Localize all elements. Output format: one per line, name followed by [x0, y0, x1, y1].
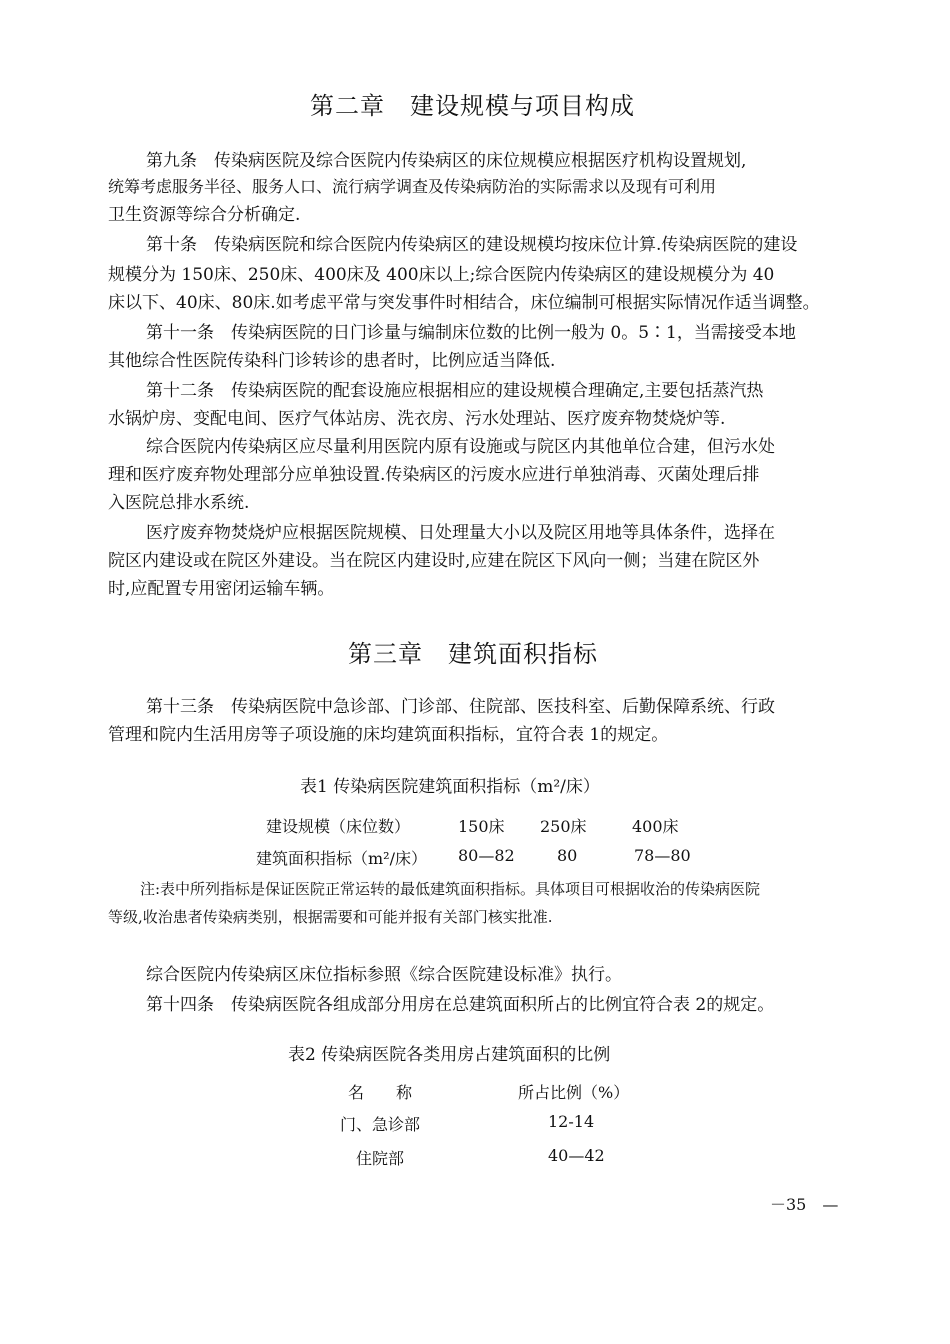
- article-9-line-3: 卫生资源等综合分析确定.: [108, 205, 301, 225]
- page-number: －35 —: [770, 1195, 839, 1214]
- sewage-paragraph-line-3: 入医院总排水系统.: [108, 493, 250, 513]
- article-10-line-2: 规模分为 150床、250床、400床及 400床以上;综合医院内传染病区的建设规模分为 40: [108, 265, 775, 285]
- reference-paragraph: 综合医院内传染病区床位指标参照《综合医院建设标准》执行。: [146, 965, 622, 985]
- article-10-line-3: 床以下、40床、80床.如考虑平常与突发事件时相结合，床位编制可根据实际情况作适当调整。: [108, 293, 820, 313]
- article-12-line-1: 第十二条 传染病医院的配套设施应根据相应的建设规模合理确定,主要包括蒸汽热: [146, 381, 764, 401]
- table-2-row-1-ratio: 12-14: [548, 1112, 595, 1131]
- table-2-row-2-name: 住院部: [356, 1149, 405, 1168]
- incinerator-paragraph-line-2: 院区内建设或在院区外建设。当在院区内建设时,应建在院区下风向一侧；当建在院区外: [108, 551, 760, 571]
- article-13-line-2: 管理和院内生活用房等子项设施的床均建筑面积指标，宜符合表 1的规定。: [108, 725, 669, 745]
- incinerator-paragraph-line-3: 时,应配置专用密闭运输车辆。: [108, 579, 335, 599]
- article-12-line-2: 水锅炉房、变配电间、医疗气体站房、洗衣房、污水处理站、医疗废弃物焚烧炉等.: [108, 409, 726, 429]
- table-1-note-line-2: 等级,收治患者传染病类别，根据需要和可能并报有关部门核实批准.: [108, 908, 553, 926]
- article-11-line-1: 第十一条 传染病医院的日门诊量与编制床位数的比例一般为 0。5∶1，当需接受本地: [146, 323, 796, 343]
- chapter-2-title: 第二章 建设规模与项目构成: [310, 92, 635, 120]
- article-10-line-1: 第十条 传染病医院和综合医院内传染病区的建设规模均按床位计算.传染病医院的建设: [146, 235, 798, 255]
- table-2-caption: 表2 传染病医院各类用房占建筑面积的比例: [288, 1045, 611, 1065]
- chapter-3-title: 第三章 建筑面积指标: [348, 640, 598, 668]
- table-1-row-2-col-2: 80: [557, 846, 578, 865]
- table-1-row-1-col-1: 150床: [458, 817, 505, 836]
- table-2-header-ratio: 所占比例（%）: [518, 1083, 630, 1102]
- table-1-row-2-col-1: 80—82: [458, 846, 515, 865]
- table-1-caption: 表1 传染病医院建筑面积指标（m²/床）: [300, 777, 600, 797]
- table-2-row-2-ratio: 40—42: [548, 1146, 605, 1165]
- table-1-row-2-label: 建筑面积指标（m²/床）: [256, 849, 427, 868]
- table-2-row-1-name: 门、急诊部: [340, 1115, 421, 1134]
- table-1-row-2-col-3: 78—80: [634, 846, 691, 865]
- table-1-note-line-1: 注:表中所列指标是保证医院正常运转的最低建筑面积指标。具体项目可根据收治的传染病医院: [140, 880, 761, 898]
- article-13-line-1: 第十三条 传染病医院中急诊部、门诊部、住院部、医技科室、后勤保障系统、行政: [146, 697, 775, 717]
- article-11-line-2: 其他综合性医院传染科门诊转诊的患者时，比例应适当降低.: [108, 351, 556, 371]
- incinerator-paragraph-line-1: 医疗废弃物焚烧炉应根据医院规模、日处理量大小以及院区用地等具体条件，选择在: [146, 523, 775, 543]
- sewage-paragraph-line-1: 综合医院内传染病区应尽量利用医院内原有设施或与院区内其他单位合建，但污水处: [146, 437, 775, 457]
- article-9-line-1: 第九条 传染病医院及综合医院内传染病区的床位规模应根据医疗机构设置规划,: [146, 151, 747, 171]
- article-9-line-2: 统筹考虑服务半径、服务人口、流行病学调查及传染病防治的实际需求以及现有可利用: [108, 177, 717, 196]
- article-14: 第十四条 传染病医院各组成部分用房在总建筑面积所占的比例宜符合表 2的规定。: [146, 995, 775, 1015]
- table-1-row-1-label: 建设规模（床位数）: [266, 817, 411, 836]
- table-1-row-1-col-2: 250床: [540, 817, 587, 836]
- sewage-paragraph-line-2: 理和医疗废弃物处理部分应单独设置.传染病区的污废水应进行单独消毒、灭菌处理后排: [108, 465, 760, 485]
- table-2-header-name: 名 称: [348, 1083, 413, 1102]
- table-1-row-1-col-3: 400床: [632, 817, 679, 836]
